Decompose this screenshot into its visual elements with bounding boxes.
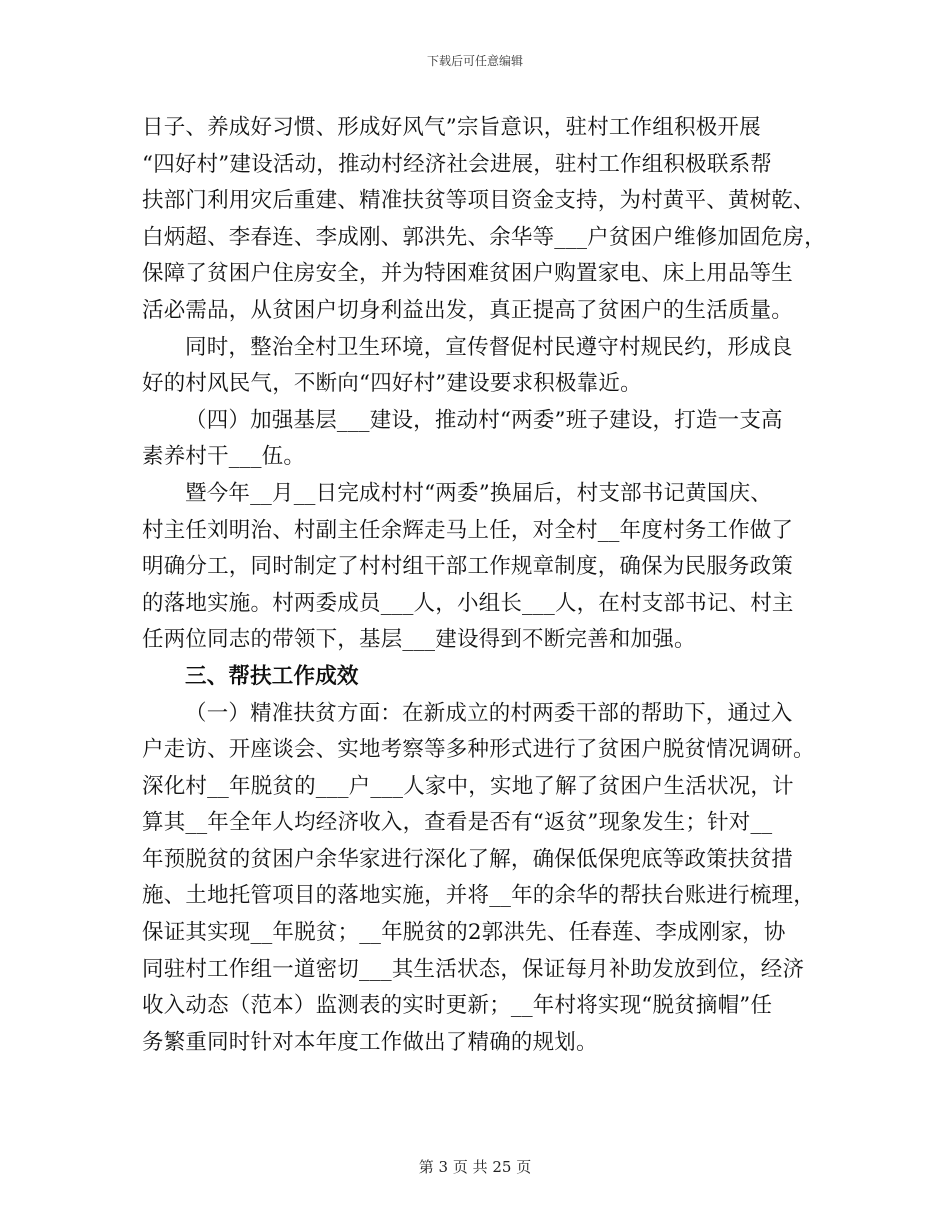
- body-line: “四好村”建设活动，推动村经济社会进展，驻村工作组积极联系帮: [142, 151, 772, 177]
- paragraph-start-line: （一）精准扶贫方面：在新成立的村两委干部的帮助下，通过入: [185, 700, 793, 726]
- section-heading: 三、帮扶工作成效: [185, 663, 359, 689]
- paragraph-start-line: 同时，整治全村卫生环境，宣传督促村民遵守村规民约，形成良: [185, 334, 793, 360]
- body-line: 年预脱贫的贫困户余华家进行深化了解，确保低保兜底等政策扶贫措: [142, 846, 794, 872]
- body-line: 日子、养成好习惯、形成好风气”宗旨意识，驻村工作组积极开展: [142, 115, 761, 140]
- body-line: 算其__年全年人均经济收入，查看是否有“返贫”现象发生；针对__: [142, 810, 773, 836]
- page-footer: 第 3 页 共 25 页: [418, 1158, 532, 1176]
- body-line: 村主任刘明治、村副主任余辉走马上任，对全村__年度村务工作做了: [142, 517, 794, 543]
- document-body: [142, 110, 826, 1061]
- body-line: 好的村风民气，不断向“四好村”建设要求积极靠近。: [142, 371, 642, 397]
- body-line: 素养村干___伍。: [142, 444, 306, 470]
- body-line: 活必需品，从贫困户切身利益出发，真正提高了贫困户的生活质量。: [142, 297, 794, 323]
- paragraph-start-line: （四）加强基层___建设，推动村“两委”班子建设，打造一支高: [185, 407, 783, 433]
- body-line: 扶部门利用灾后重建、精准扶贫等项目资金支持，为村黄平、黄树乾、: [142, 188, 815, 214]
- body-line: 收入动态（范本）监测表的实时更新；__年村将实现“脱贫摘帽”任: [142, 993, 773, 1019]
- body-line: 保障了贫困户住房安全，并为特困难贫困户购置家电、床上用品等生: [142, 261, 794, 287]
- body-line: 明确分工，同时制定了村村组干部工作规章制度，确保为民服务政策: [142, 554, 794, 580]
- body-line: 深化村__年脱贫的___户___人家中，实地了解了贫困户生活状况，计: [142, 773, 794, 799]
- body-line: 同驻村工作组一道密切___其生活状态，保证每月补助发放到位，经济: [142, 956, 805, 982]
- body-line: 施、土地托管项目的落地实施，并将__年的余华的帮扶台账进行梳理，: [142, 883, 815, 909]
- body-line: 白炳超、李春连、李成刚、郭洪先、余华等___户贫困户维修加固危房，: [142, 224, 826, 250]
- body-line: 户走访、开座谈会、实地考察等多种形式进行了贫困户脱贫情况调研。: [142, 737, 815, 763]
- body-line: 务繁重同时针对本年度工作做出了精确的规划。: [142, 1029, 598, 1055]
- body-line: 任两位同志的带领下，基层___建设得到不断完善和加强。: [142, 627, 696, 653]
- body-line: 的落地实施。村两委成员___人，小组长___人，在村支部书记、村主: [142, 590, 794, 616]
- page-header: 下载后可任意编辑: [426, 54, 523, 68]
- paragraph-start-line: 暨今年__月__日完成村村“两委”换届后，村支部书记黄国庆、: [185, 480, 772, 506]
- body-line: 保证其实现__年脱贫；__年脱贫的2郭洪先、任春莲、李成刚家，协: [142, 920, 786, 946]
